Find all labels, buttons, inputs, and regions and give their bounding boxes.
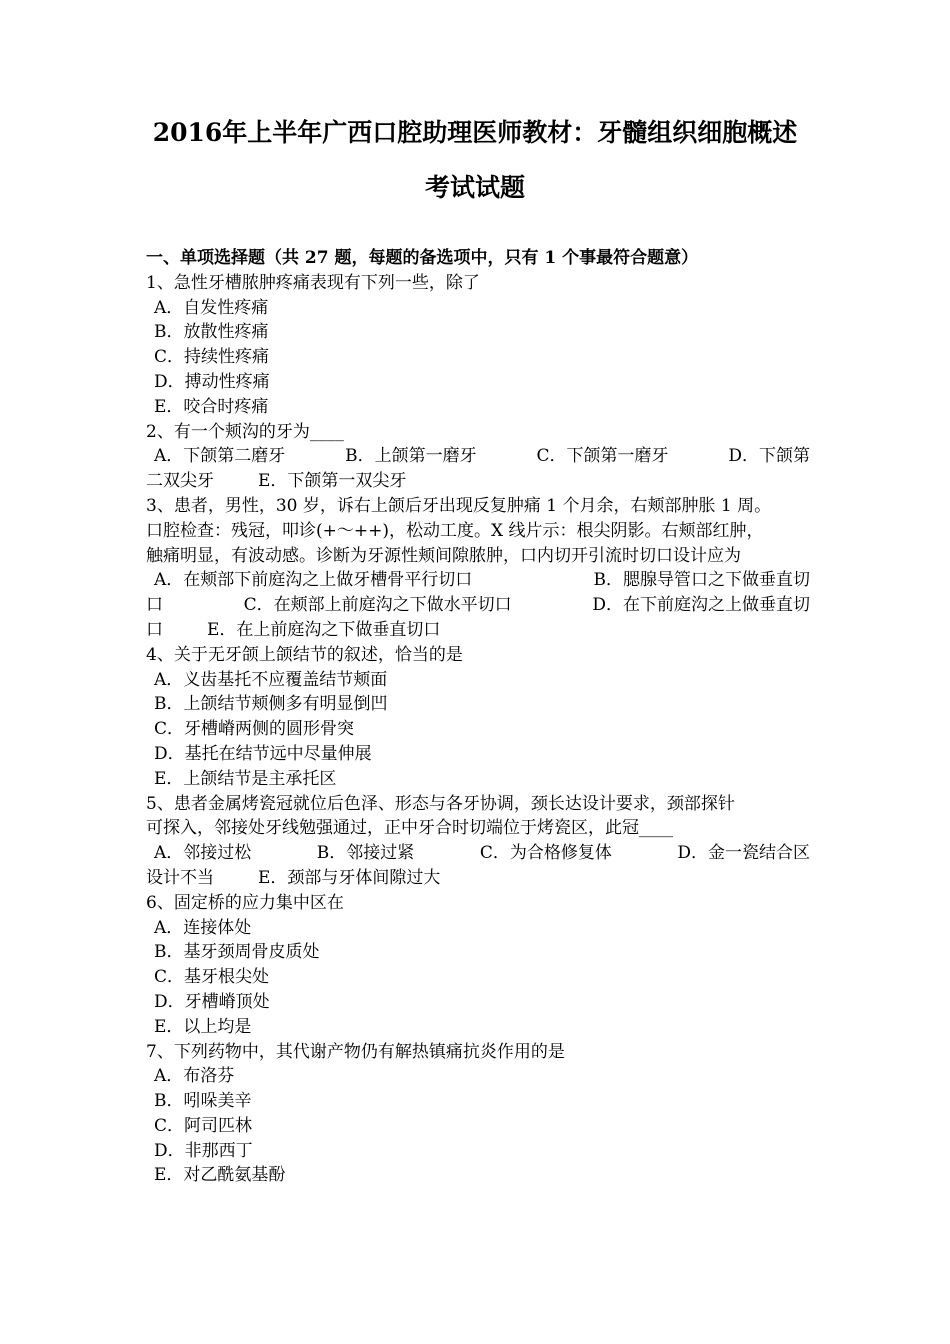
question-1-option-c: C．持续性疼痛 — [154, 347, 270, 368]
question-1-option-b: B．放散性疼痛 — [154, 322, 269, 343]
question-7-stem: 7、下列药物中，其代谢产物仍有解热镇痛抗炎作用的是 — [146, 1041, 565, 1062]
question-3-options-line-3 — [146, 618, 810, 643]
question-2-option-d: D．下颌第 — [728, 446, 810, 467]
document-body — [146, 246, 810, 1188]
question-6-option-c: C．基牙根尖处 — [154, 967, 270, 988]
question-1-option-e: E．咬合时疼痛 — [154, 396, 269, 417]
question-3-option-a: A．在颊部下前庭沟之上做牙槽骨平行切口 — [154, 570, 473, 591]
question-6-option-e: E．以上均是 — [154, 1016, 252, 1037]
question-6-option-a: A．连接体处 — [154, 917, 252, 938]
question-2-options-line-1 — [146, 444, 810, 469]
question-5-option-d-cont: 设计不当 — [146, 867, 214, 888]
question-5-option-c: C．为合格修复体 — [479, 843, 612, 864]
question-5-option-d: D．金一瓷结合区 — [677, 843, 810, 864]
question-3-option-c: C．在颊部上前庭沟之下做水平切口 — [243, 595, 512, 616]
question-5-options-line-2 — [146, 866, 810, 891]
question-4-option-e: E．上颌结节是主承托区 — [154, 768, 337, 789]
question-3-option-d-cont: 口 — [146, 619, 163, 640]
question-2-stem: 2、有一个颊沟的牙为____ — [146, 421, 344, 442]
question-4-stem: 4、关于无牙颌上颌结节的叙述，恰当的是 — [146, 644, 463, 665]
question-2-option-a: A．下颌第二磨牙 — [154, 446, 286, 467]
question-2-option-d-cont: 二双尖牙 — [146, 471, 214, 492]
question-5-option-b: B．邻接过紧 — [316, 843, 415, 864]
question-3-option-d: D．在下前庭沟之上做垂直切 — [592, 595, 810, 616]
question-3-option-b: B．腮腺导管口之下做垂直切 — [593, 570, 810, 591]
document-title-line-2: 考试试题 — [424, 173, 525, 202]
question-1-stem: 1、急性牙槽脓肿疼痛表现有下列一些，除了 — [146, 272, 480, 293]
question-2-options-line-2 — [146, 469, 810, 494]
question-6-stem: 6、固定桥的应力集中区在 — [146, 892, 344, 913]
question-1-option-d: D．搏动性疼痛 — [154, 371, 270, 392]
question-4-option-d: D．基托在结节远中尽量伸展 — [154, 743, 372, 764]
document-title-line-1: 2016年上半年广西口腔助理医师教材：牙髓组织细胞概述 — [152, 118, 798, 147]
question-5-options-line-1 — [146, 841, 810, 866]
question-5-stem-line-2: 可探入，邻接处牙线勉强通过，正中牙合时切端位于烤瓷区，此冠____ — [146, 818, 673, 839]
question-3-options-line-1 — [146, 568, 810, 593]
question-4-option-b: B．上颌结节颊侧多有明显倒凹 — [154, 694, 388, 715]
question-3-stem-line-3: 触痛明显，有波动感。诊断为牙源性颊间隙脓肿，口内切开引流时切口设计应为 — [146, 545, 741, 566]
question-2-option-c: C．下颌第一磨牙 — [536, 446, 669, 467]
question-2-option-b: B．上颌第一磨牙 — [345, 446, 477, 467]
question-7-option-b: B．吲哚美辛 — [154, 1091, 252, 1112]
question-3-option-b-cont: 口 — [146, 595, 163, 616]
question-6-option-b: B．基牙颈周骨皮质处 — [154, 942, 320, 963]
question-3-stem-line-2: 口腔检查：残冠，叩诊(+～++)，松动工度。X 线片示：根尖阴影。右颊部红肿， — [146, 520, 764, 541]
section-heading: 一、单项选择题（共 27 题，每题的备选项中，只有 1 个事最符合题意） — [146, 248, 699, 268]
question-1-option-a: A．自发性疼痛 — [154, 297, 269, 318]
question-4-option-a: A．义齿基托不应覆盖结节颊面 — [154, 669, 388, 690]
question-5-stem-line-1: 5、患者金属烤瓷冠就位后色泽、形态与各牙协调，颈长达设计要求，颈部探针 — [146, 793, 735, 814]
question-3-option-e: E．在上前庭沟之下做垂直切口 — [207, 619, 441, 640]
question-6-option-d: D．牙槽嵴顶处 — [154, 991, 270, 1012]
question-7-option-c: C．阿司匹林 — [154, 1115, 253, 1136]
question-7-option-a: A．布洛芬 — [154, 1066, 235, 1087]
question-7-option-e: E．对乙酰氨基酚 — [154, 1165, 286, 1186]
question-7-option-d: D．非那西丁 — [154, 1140, 253, 1161]
question-5-option-e: E．颈部与牙体间隙过大 — [258, 867, 441, 888]
question-3-stem-line-1: 3、患者，男性，30 岁，诉右上颌后牙出现反复肿痛 1 个月余，右颊部肿胀 1 周。 — [146, 495, 772, 516]
question-5-option-a: A．邻接过松 — [154, 843, 252, 864]
question-4-option-c: C．牙槽嵴两侧的圆形骨突 — [154, 719, 355, 740]
question-3-options-line-2 — [146, 593, 810, 618]
question-2-option-e: E．下颌第一双尖牙 — [258, 471, 407, 492]
